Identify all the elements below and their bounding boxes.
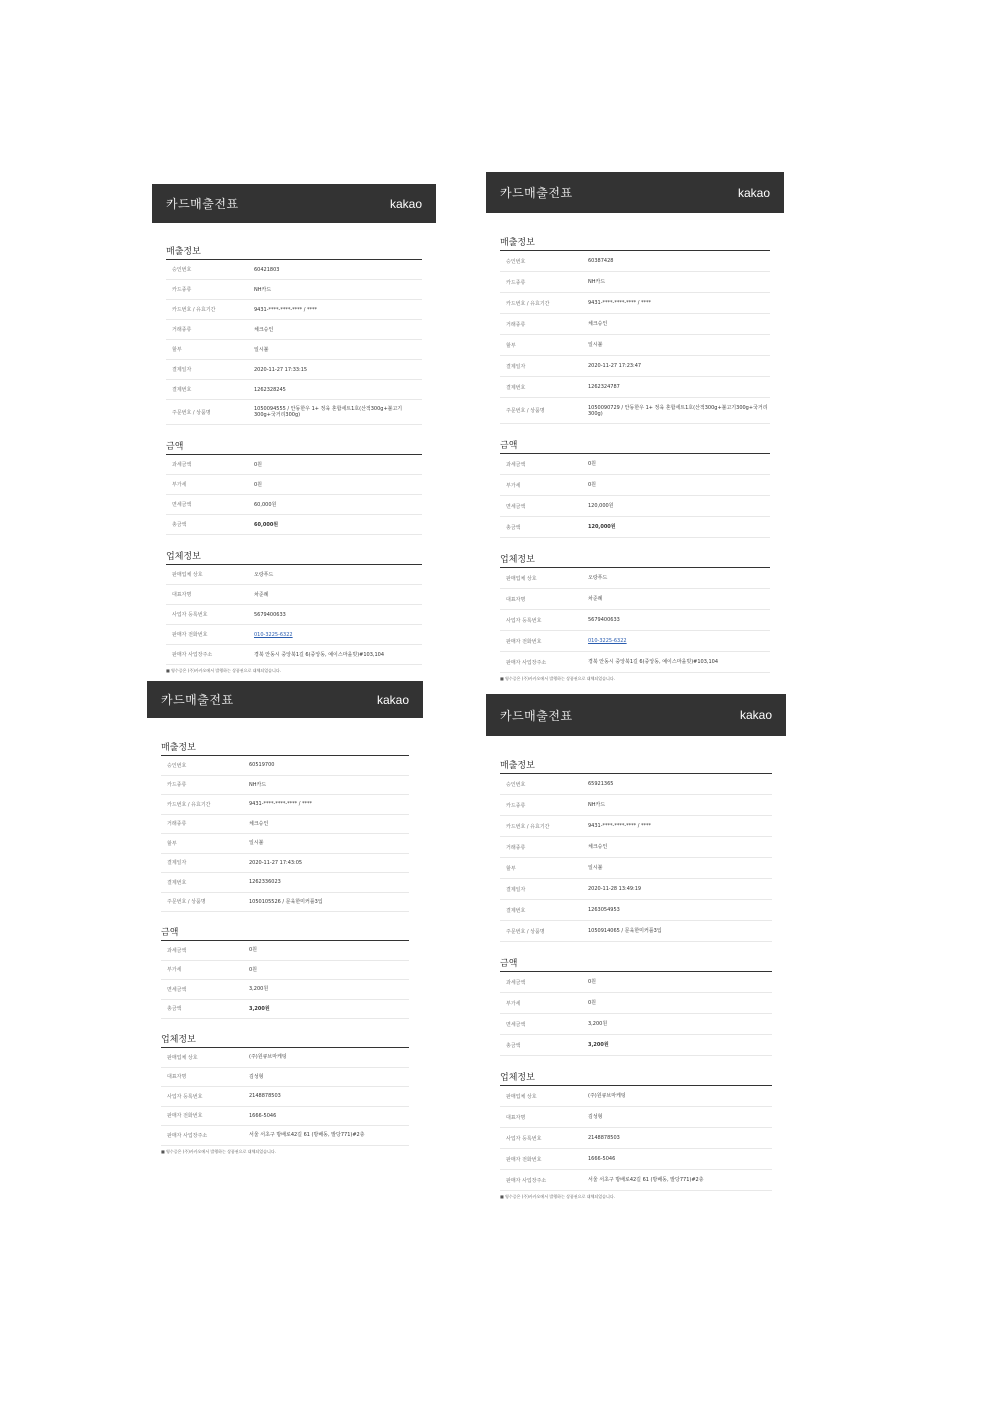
receipt-header [147,681,423,718]
table-row [161,1126,409,1146]
table-row [500,496,770,517]
row-label: 총금액 [172,522,187,528]
row-value: 2148878503 [588,1135,620,1141]
row-value: (주)원큐브마케팅 [249,1054,287,1061]
vendor-phone-link[interactable]: 010-3225-6322 [588,638,627,644]
vendor-info-title: 업체정보 [500,552,770,568]
table-row [161,941,409,961]
row-label: 대표자명 [172,592,192,598]
row-label: 주문번호 / 상품명 [167,899,206,906]
row-label: 결제번호 [167,879,187,886]
table-row [166,495,422,515]
table-row [161,1048,409,1068]
row-value: 3,200원 [588,1021,608,1027]
row-value: NH카드 [588,279,606,285]
row-value: 김성형 [249,1073,264,1080]
table-row [500,568,770,589]
row-label: 주문번호 / 상품명 [506,408,545,414]
row-value: 일시불 [254,346,269,353]
row-label: 판매자 전화번호 [506,638,542,645]
row-label: 할부 [506,865,516,872]
table-row [500,335,770,356]
table-row [500,816,772,837]
receipt-1 [152,184,436,674]
row-value: 60519700 [249,762,275,769]
row-value: 120,000원 [588,503,614,509]
table-row [166,625,422,645]
footnote: ■ 영수증은 (주)카카오에서 발행하는 상품권으로 대체되었습니다. [161,1148,276,1154]
row-value: 일시불 [588,865,603,871]
amount-title: 금액 [161,925,409,941]
row-label: 승인번호 [506,781,526,788]
table-row [500,1170,772,1191]
table-row [500,795,772,816]
table-row [161,1068,409,1088]
row-value: 0원 [254,461,263,468]
table-row [500,454,770,475]
receipt-2 [486,172,784,682]
row-label: 승인번호 [167,762,187,769]
row-value: 체크승인 [254,326,274,333]
row-label: 판매자 사업장주소 [506,1177,547,1184]
table-row [500,858,772,879]
row-label: 결제번호 [506,907,526,914]
table-row [500,272,770,293]
row-label: 총금액 [167,1006,182,1013]
row-label: 할부 [506,342,516,349]
row-value: 0원 [249,947,258,954]
table-row [161,776,409,796]
row-label: 총금액 [506,524,521,531]
row-value: NH카드 [588,802,606,808]
receipt-title: 카드매출전표 [500,186,573,200]
row-label: 면세금액 [506,503,526,510]
vendor-info-title: 업체정보 [161,1032,409,1048]
row-label: 대표자명 [506,1114,526,1121]
footnote: ■ 영수증은 (주)카카오에서 발행하는 상품권으로 대체되었습니다. [500,1194,615,1199]
footnote: ■ 영수증은 (주)카카오에서 발행하는 상품권으로 대체되었습니다. [500,676,615,681]
row-label: 부가세 [506,1000,521,1007]
row-label: 결제일자 [506,886,526,893]
row-value: 0원 [249,966,258,973]
row-value: 체크승인 [588,844,608,850]
row-value: 65921365 [588,781,614,787]
row-label: 판매업체 상호 [167,1054,198,1061]
row-value: 5679400633 [254,611,286,618]
row-value: 1050094555 / 안동한우 1+ 정육 혼합세트1호(산적300g+불고기300g+국거리300g) [254,406,403,418]
row-label: 승인번호 [506,258,526,265]
row-label: 카드번호 / 유효기간 [506,300,550,307]
table-row [166,585,422,605]
row-label: 승인번호 [172,267,192,273]
table-row [166,320,422,340]
table-row [166,360,422,380]
table-row [500,900,772,921]
row-label: 주문번호 / 상품명 [506,928,545,935]
row-label: 카드번호 / 유효기간 [506,823,550,830]
receipt-title: 카드매출전표 [166,197,239,211]
row-value: 1262336023 [249,879,281,886]
kakao-logo: kakao [739,708,772,722]
row-value: 60387428 [588,258,614,264]
row-label: 결제번호 [506,384,526,391]
row-value: 5679400633 [588,617,620,623]
table-row [161,854,409,874]
row-value: 1050914065 / 문육한미커플3입 [588,928,662,934]
sales-info-title: 매출정보 [500,758,772,774]
amount-title: 금액 [500,438,770,454]
table-row [166,565,422,585]
receipt-title: 카드매출전표 [161,693,234,707]
row-label: 부가세 [172,482,187,488]
row-value: 60421803 [254,266,280,273]
receipt-3 [147,681,423,1155]
row-value: 0원 [588,461,597,467]
sales-info-title: 매출정보 [500,235,770,251]
row-label: 대표자명 [167,1074,187,1081]
table-row [166,475,422,495]
receipt-4 [486,694,786,1200]
row-label: 면세금액 [167,986,187,993]
table-row [500,993,772,1014]
row-label: 판매업체 상호 [506,575,537,582]
row-value: 2020-11-27 17:33:15 [254,366,308,373]
total-amount: 120,000원 [588,524,616,530]
table-row [500,1128,772,1149]
row-label: 결제번호 [172,387,192,393]
row-label: 거래종류 [167,821,187,828]
table-row [500,774,772,795]
table-row [500,610,770,631]
table-row [161,756,409,776]
row-value: 서울 서초구 방배로42길 61 (방배동, 발당771)#2층 [588,1177,704,1183]
row-label: 판매자 사업장주소 [506,659,547,666]
table-row [500,921,772,942]
row-value: 1262328245 [254,386,286,393]
table-row [500,314,770,335]
row-label: 판매자 전화번호 [167,1113,203,1120]
row-label: 결제일자 [506,363,526,370]
table-row [166,515,422,535]
sales-info-title: 매출정보 [166,244,422,260]
row-label: 주문번호 / 상품명 [172,409,211,416]
row-label: 카드종류 [506,802,526,809]
row-value: 1666-5046 [588,1156,616,1162]
row-label: 판매자 전화번호 [506,1156,542,1163]
row-label: 카드번호 / 유효기간 [172,307,216,313]
row-value: NH카드 [249,781,267,788]
row-label: 면세금액 [506,1021,526,1028]
row-value: 2020-11-28 13:49:19 [588,886,642,892]
row-label: 과세금액 [506,979,526,986]
row-value: 김성형 [588,1114,603,1120]
table-row [500,251,770,272]
row-label: 카드종류 [167,782,187,789]
row-label: 판매업체 상호 [172,572,203,578]
table-row [161,980,409,1000]
row-value: 9431-****-****-**** / **** [254,306,318,313]
row-label: 할부 [172,347,182,353]
table-row [161,1000,409,1020]
row-label: 카드종류 [172,287,192,293]
row-value: 1050105526 / 문육한미커플3입 [249,898,323,905]
table-row [161,834,409,854]
row-value: 경북 안동시 중앙북1길 6(중앙동, 예이스마을빗)#103,104 [588,659,719,665]
row-label: 부가세 [167,967,182,974]
kakao-logo: kakao [737,185,770,200]
row-label: 과세금액 [172,462,192,468]
table-row [500,1086,772,1107]
receipt-header [152,184,436,223]
table-row [500,1014,772,1035]
row-label: 총금액 [506,1042,521,1049]
row-label: 부가세 [506,482,521,489]
row-label: 거래종류 [506,844,526,851]
row-label: 사업자 등록번호 [506,1135,542,1142]
kakao-logo: kakao [389,196,422,211]
receipt-title: 카드매출전표 [500,708,573,723]
row-label: 판매업체 상호 [506,1093,537,1100]
row-label: 면세금액 [172,502,192,508]
row-label: 할부 [167,840,177,847]
row-value: 체크승인 [588,321,608,327]
row-label: 대표자명 [506,596,526,603]
table-row [500,972,772,993]
row-label: 판매자 사업장주소 [167,1132,208,1139]
table-row [500,631,770,652]
table-row [166,455,422,475]
row-value: 60,000원 [254,501,277,508]
row-value: 체크승인 [249,820,269,827]
row-label: 판매자 사업장주소 [172,652,213,658]
table-row [166,645,422,665]
table-row [500,837,772,858]
table-row [161,893,409,913]
row-value: 차준례 [254,591,269,598]
sales-info-title: 매출정보 [161,740,409,756]
table-row [161,795,409,815]
table-row [500,517,770,538]
table-row [161,961,409,981]
table-row [500,398,770,424]
table-row [161,1107,409,1127]
row-label: 과세금액 [506,461,526,468]
row-label: 판매자 전화번호 [172,632,208,638]
vendor-info-title: 업체정보 [166,549,422,565]
vendor-info-title: 업체정보 [500,1070,772,1086]
table-row [166,380,422,400]
table-row [166,340,422,360]
table-row [161,1087,409,1107]
row-value: 0원 [588,482,597,488]
table-row [166,400,422,425]
total-amount: 60,000원 [254,521,279,528]
row-value: (주)원큐브마케팅 [588,1093,626,1099]
row-value: 일시불 [249,840,264,847]
amount-title: 금액 [500,956,772,972]
table-row [500,377,770,398]
table-row [166,280,422,300]
row-value: 2020-11-27 17:43:05 [249,859,303,866]
table-row [500,1035,772,1056]
row-label: 결제일자 [167,860,187,867]
row-label: 결제일자 [172,367,192,373]
row-value: 1263054953 [588,907,620,913]
row-value: 0원 [588,979,597,985]
row-value: 9431-****-****-**** / **** [588,823,652,829]
row-value: 2148878503 [249,1093,281,1100]
total-amount: 3,200원 [249,1005,270,1012]
row-value: 0원 [588,1000,597,1006]
table-row [161,873,409,893]
table-row [500,475,770,496]
row-value: 경북 안동시 중앙북1길 6(중앙동, 예이스마을빗)#103,104 [254,651,385,658]
table-row [500,879,772,900]
row-value: 일시불 [588,342,603,348]
row-label: 과세금액 [167,947,187,954]
table-row [500,1107,772,1128]
receipt-header [486,694,786,736]
row-value: 오랑푸드 [588,575,608,581]
row-value: 1050090729 / 안동한우 1+ 정육 혼합세트1호(산적300g+불고기300g+국거리300g) [588,404,768,417]
row-value: 1262324787 [588,384,620,390]
row-label: 거래종류 [172,327,192,333]
row-label: 사업자 등록번호 [172,612,208,618]
row-value: 2020-11-27 17:23:47 [588,363,642,369]
total-amount: 3,200원 [588,1042,609,1048]
row-label: 카드번호 / 유효기간 [167,801,211,808]
row-label: 사업자 등록번호 [167,1093,203,1100]
row-label: 사업자 등록번호 [506,617,542,624]
row-value: 0원 [254,481,263,488]
row-value: 9431-****-****-**** / **** [249,801,313,808]
table-row [500,589,770,610]
kakao-logo: kakao [376,692,409,707]
row-value: 9431-****-****-**** / **** [588,300,652,306]
amount-title: 금액 [166,439,422,455]
table-row [500,356,770,377]
row-value: 3,200원 [249,986,269,993]
table-row [166,605,422,625]
table-row [500,293,770,314]
row-value: 1666-5046 [249,1112,277,1119]
row-value: 차준례 [588,596,603,602]
row-label: 거래종류 [506,321,526,328]
row-label: 카드종류 [506,279,526,286]
footnote: ■ 영수증은 (주)카카오에서 발행하는 상품권으로 대체되었습니다. [166,668,281,673]
row-value: NH카드 [254,286,272,293]
table-row [500,1149,772,1170]
table-row [500,652,770,673]
row-value: 서울 서초구 방배로42길 61 (방배동, 발당771)#2층 [249,1132,365,1139]
table-row [166,260,422,280]
vendor-phone-link[interactable]: 010-3225-6322 [254,631,293,638]
table-row [161,815,409,835]
receipt-header [486,172,784,213]
table-row [166,300,422,320]
row-value: 오랑푸드 [254,571,274,578]
